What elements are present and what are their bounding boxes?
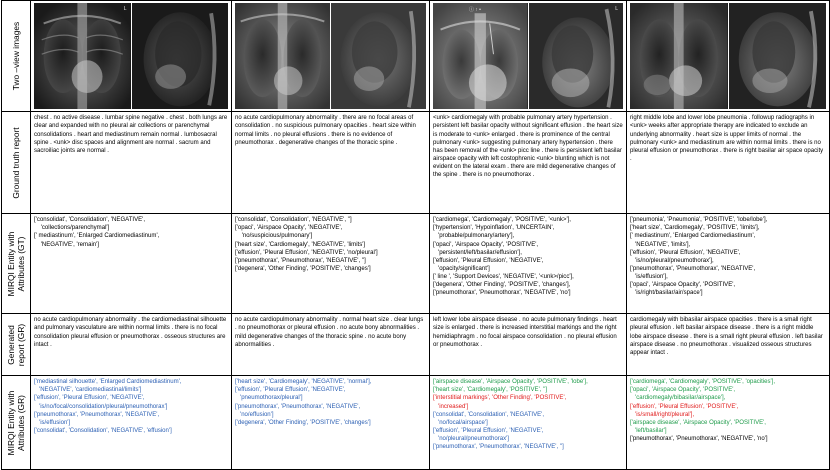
entity-line: 'persistent/left/basilar/effusion'], [433,249,522,256]
entity-line: 'increased'] [433,403,469,410]
case2-gr-entities [232,376,430,470]
entity-line: ['consolidat', 'Consolidation', 'NEGATIVE', ''] [235,217,352,224]
case3-gt-entities [430,214,627,314]
entity-line: ['cardiomega', 'Cardiomegaly', 'POSITIVE', '<unk>'], [433,217,571,224]
entity-line: ['heart size', 'Cardiomegaly', 'POSITIVE', ''] [433,387,548,394]
case2-frontal-xray [235,3,330,109]
case1-frontal-xray [34,3,131,109]
entity-line: 'NEGATIVE', 'limits'], [630,241,691,248]
entity-line: 'is/no/focal/consolidation/pleural/pneumothorax'] [34,403,168,410]
entity-line: ['effusion', 'Pleural Effusion', 'NEGATIVE', [235,387,346,394]
entity-line: ['pneumonia', 'Pneumonia', 'POSITIVE', 'lobe/lobe'], [630,217,768,224]
entity-line: ['effusion', 'Pleural Effusion', 'NEGATIVE', [34,395,145,402]
entity-line: 'pneumothorax/pleural'] [235,395,303,402]
entity-line: ['airspace disease', 'Airspace Opacity', 'POSITIVE', [630,419,766,426]
entity-line: ['pneumothorax', 'Pneumothorax', 'NEGATIVE', [630,265,756,272]
entity-line: 'cardiomegaly/bibasilar/airspace'], [630,395,726,402]
entity-line: ['cardiomega', 'Cardiomegaly', 'POSITIVE', 'opacities'], [630,379,776,386]
entity-line: ['degenera', 'Other Finding', 'POSITIVE', 'changes'] [235,265,371,272]
entity-line: ['mediastinal silhouette', 'Enlarged Cardiomediastinum', [34,379,182,386]
entity-line: ['effusion', 'Pleural Effusion', 'NEGATIVE', [433,427,544,434]
case3-images [430,1,627,112]
case1-gr-report: no acute cardiopulmonary abnormality . the cardiomediastinal silhouette and pulmonary vasculature are within normal limits . there is no focal consolidation pleural effusion or pneumothorax . osseous structures are intact . [31,314,232,376]
entity-line: ['degenera', 'Other Finding', 'POSITIVE', 'changes'], [433,281,571,288]
entity-line: 'left/basilar'] [630,427,667,434]
generated-row [2,314,830,376]
entity-line: ['degenera', 'Other Finding', 'POSITIVE', 'changes'] [235,419,371,426]
case2-images [232,1,430,112]
entity-gr-row [2,376,830,470]
entity-line: ['hypertension', 'Hypoinflation', 'UNCERTAIN', [433,225,555,232]
orientation-marker: L [123,6,127,12]
case1-gt-report: chest . no active disease . lumbar spine negative . chest . both lungs are clear and expanded with no pleural air collections or parenchymal consolidations . heart and mediastinum remain normal . lumbosacral spine . <unk> disc spaces and alignment are normal . sacrum and sacroiliac joints are normal . [31,112,232,214]
entity-line: [' line ', 'Support Devices', 'NEGATIVE', '<unk>/picc'], [433,273,574,280]
case4-gr-entities [627,376,830,470]
row-label-generated-text: Generated report (GR) [6,323,26,367]
entity-line: ['consolidat', 'Consolidation', 'NEGATIVE', [433,411,545,418]
case4-lateral-xray [729,3,827,109]
entity-line: ['pneumothorax', 'Pneumothorax', 'NEGATIVE', ''] [433,443,564,450]
entity-line: ['pneumothorax', 'Pneumothorax', 'NEGATIVE', 'no'] [433,289,571,296]
entity-line: ['heart size', 'Cardiomegaly', 'NEGATIVE', 'normal'], [235,379,372,386]
case2-gt-report: no acute cardiopulmonary abnormality . there are no focal areas of consolidation . no suspicious pulmonary opacities . heart size within normal limits . no pleural effusions . there is no evidence of pneumothorax . degenerative changes of the thoracic spine . [232,112,430,214]
case4-frontal-xray [630,3,728,109]
case2-lateral-xray [331,3,426,109]
entity-line: ['pneumothorax', 'Pneumothorax', 'NEGATIVE', 'no'] [630,435,768,442]
row-label-ground-truth [2,112,31,214]
entity-line: ['opaci', 'Airspace Opacity', 'POSITIVE', [630,281,736,288]
orientation-marker: ⓘ ↑ • [468,7,481,13]
entity-line: ['opaci', 'Airspace Opacity', 'POSITIVE', [630,387,736,394]
orientation-marker: L [615,6,618,12]
entity-line: ['interstitial markings', 'Other Finding', 'POSITIVE', [433,395,567,402]
case3-lateral-xray [529,3,624,109]
case3-gr-report: left lower lobe airspace disease . no acute pulmonary findings . heart size is enlarged . there is increased interstitial markings and the right hemidiaphragm . no focal airspace consolidation . no pleural effusion or pneumothorax . [430,314,627,376]
row-label-images-text: Two –view images [11,21,21,91]
case1-images [31,1,232,112]
case4-images [627,1,830,112]
entity-line: 'is/no/pleural/pneumothorax'], [630,257,714,264]
entity-line: [' mediastinum', 'Enlarged Cardiomediastinum', [34,233,160,240]
entity-line: ['pneumothorax', 'Pneumothorax', 'NEGATIVE', ''] [235,257,366,264]
entity-line: 'is/right/basilar/air/space'] [630,289,703,296]
row-label-entity-gr [2,376,31,470]
entity-line: 'is/effusion'] [34,419,71,426]
entity-line: 'no/suspicious/pulmonary'] [235,233,313,240]
entity-line: 'no/effusion'] [235,411,274,418]
entity-line: ['airspace disease', 'Airspace Opacity', 'POSITIVE', 'lobe'], [433,379,588,386]
row-label-entity-gr-text: MIRQI Entity with Attributes (GR) [6,390,26,456]
row-label-generated [2,314,31,376]
case4-gt-report: right middle lobe and lower lobe pneumonia . followup radiographs in <unk> weeks after appropriate therapy are indicated to exclude an underlying abnormality . heart size is upper limits of normal . the pulmonary <unk> and mediastinum are within normal limits . there is no pleural effusion or pneumothorax . there is right basilar air space opacity . [627,112,830,214]
entity-line: ['effusion', 'Pleural Effusion', 'POSITIVE', [630,403,739,410]
entity-gt-row [2,214,830,314]
entity-line: ['effusion', 'Pleural Effusion', 'NEGATIVE', [630,249,741,256]
entity-line: [' mediastinum', 'Enlarged Cardiomediastinum', [630,233,756,240]
entity-line: 'NEGATIVE', 'cardiomediastinal/limits'] [34,387,142,394]
case3-frontal-xray [433,3,528,109]
entity-line: ['opaci', 'Airspace Opacity', 'POSITIVE', [433,241,539,248]
entity-line: 'is/effusion'], [630,273,668,280]
case3-gt-report: <unk> cardiomegaly with probable pulmonary artery hypertension . persistent left basilar opacity without significant effusion . the heart size is moderate to <unk> enlarged . there is prominence of the central pulmonary <unk> suggesting pulmonary artery hypertension . there has been removal of the <unk> picc line . there is persistent left basilar airspace opacity with left costophrenic <unk> blunting which is not evident on the lateral exam . there are mild degenerative changes of the spine . there is no pneumothorax . [430,112,627,214]
entity-line: ['opaci', 'Airspace Opacity', 'NEGATIVE', [235,225,343,232]
case3-gr-entities [430,376,627,470]
comparison-table [1,0,830,470]
entity-line: ['heart size', 'Cardiomegaly', 'NEGATIVE', 'limits'] [235,241,366,248]
entity-line: 'NEGATIVE', 'remain'] [34,241,99,248]
entity-line: ['heart size', 'Cardiomegaly', 'POSITIVE', 'limits'], [630,225,760,232]
case4-gt-entities [627,214,830,314]
case2-gt-entities [232,214,430,314]
ground-truth-row [2,112,830,214]
case1-lateral-xray [132,3,229,109]
case4-gr-report: cardiomegaly with bibasilar airspace opacities . there is a small right pleural effusion . left basilar airspace disease . there is a right middle lobe airspace disease . there is a small right pleural effusion . left basilar airspace disease . no pneumothorax . visualized osseous structures appear intact . [627,314,830,376]
entity-line: ['pneumothorax', 'Pneumothorax', 'NEGATIVE', [235,403,361,410]
case1-gt-entities [31,214,232,314]
row-label-entity-gt [2,214,31,314]
row-label-ground-truth-text: Ground truth report [11,127,21,199]
entity-line: 'collections/parenchymal'] [34,225,110,232]
row-label-images [2,1,31,112]
entity-line: 'no/pleural/pneumothorax'] [433,435,509,442]
entity-line: ['consolidat', 'Consolidation', 'NEGATIVE', [34,217,146,224]
entity-line: 'is/small/right/pleural'], [630,411,695,418]
entity-line: 'probable/pulmonary/artery'], [433,233,515,240]
entity-line: 'opacity/significant'] [433,265,490,272]
entity-line: ['consolidat', 'Consolidation', 'NEGATIVE', 'effusion'] [34,427,172,434]
case1-gr-entities [31,376,232,470]
entity-line: ['effusion', 'Pleural Effusion', 'NEGATIVE', [433,257,544,264]
entity-line: ['pneumothorax', 'Pneumothorax', 'NEGATIVE', [34,411,160,418]
case2-gr-report: no acute cardiopulmonary abnormality . normal heart size . clear lungs . no pneumothorax or pleural effusion . no acute bony abnormalities . mild degenerative changes of the thoracic spine . no acute bony abnormalities . [232,314,430,376]
images-row [2,1,830,112]
entity-line: 'no/focal/airspace'] [433,419,488,426]
row-label-entity-gt-text: MIRQI Entity with Attributes (GT) [6,231,26,297]
entity-line: ['effusion', 'Pleural Effusion', 'NEGATIVE', 'no/pleural'] [235,249,378,256]
